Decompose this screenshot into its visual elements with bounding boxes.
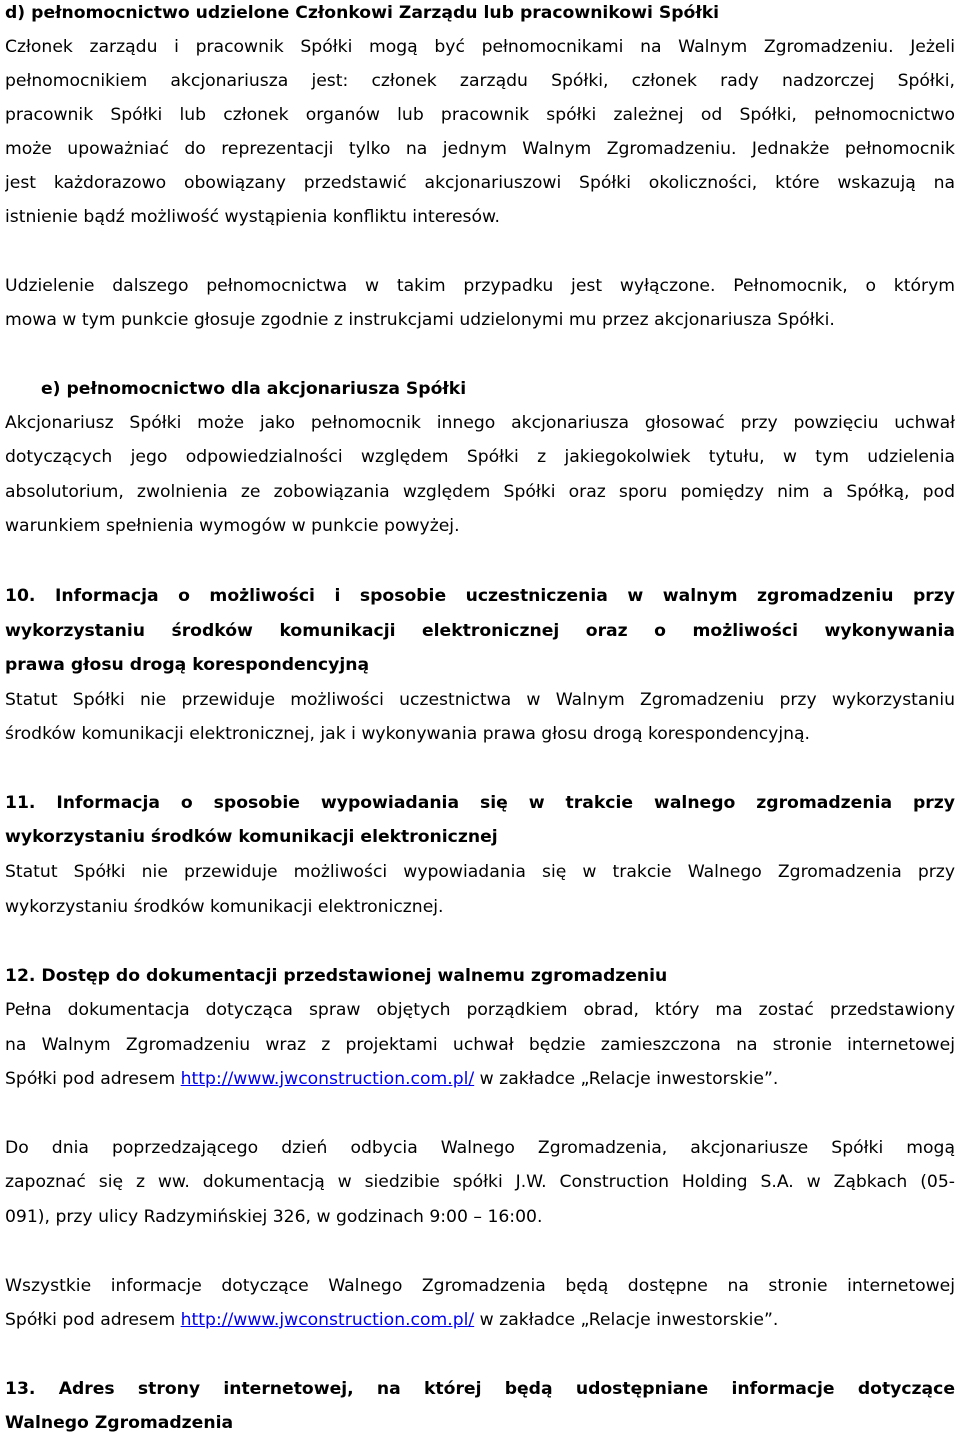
section-d-text-line: jest każdorazowo obowiązany przedstawić akcjonariuszowi Spółki okoliczności, które wskazują na: [5, 173, 955, 193]
section-10-text-line: Statut Spółki nie przewiduje możliwości uczestnictwa w Walnym Zgromadzeniu przy wykorzystaniu: [5, 690, 955, 710]
section-10-heading: wykorzystaniu środków komunikacji elektronicznej oraz o możliwości wykonywania: [5, 621, 955, 641]
section-e-text-line: Akcjonariusz Spółki może jako pełnomocnik innego akcjonariusza głosować przy powzięciu uchwał: [5, 413, 955, 433]
section-12-text-line: zapoznać się z ww. dokumentacją w siedzibie spółki J.W. Construction Holding S.A. w Ząbkach (05-: [5, 1172, 955, 1192]
section-11-text-line: Statut Spółki nie przewiduje możliwości wypowiadania się w trakcie Walnego Zgromadzenia przy: [5, 862, 955, 882]
section-12-heading: 12. Dostęp do dokumentacji przedstawionej walnemu zgromadzeniu: [5, 966, 668, 986]
section-12-text-line: Do dnia poprzedzającego dzień odbycia Walnego Zgromadzenia, akcjonariusze Spółki mogą: [5, 1138, 955, 1158]
section-12-link-prefix: Spółki pod adresem: [5, 1069, 181, 1089]
section-e-text-line: warunkiem spełnienia wymogów w punkcie powyżej.: [5, 516, 460, 536]
section-d-heading: d) pełnomocnictwo udzielone Członkowi Zarządu lub pracownikowi Spółki: [5, 3, 720, 23]
section-12-link-line: [5, 1308, 955, 1332]
company-website-link[interactable]: http://www.jwconstruction.com.pl/: [180, 1069, 475, 1089]
section-e-text-line: absolutorium, zwolnienia ze zobowiązania względem Spółki oraz sporu pomiędzy nim a Spółką, pod: [5, 482, 955, 502]
section-10-heading: 10. Informacja o możliwości i sposobie uczestniczenia w walnym zgromadzeniu przy: [5, 586, 955, 606]
section-12-text-line: na Walnym Zgromadzeniu wraz z projektami uchwał będzie zamieszczona na stronie internetowej: [5, 1035, 955, 1055]
section-13-heading: 13. Adres strony internetowej, na której będą udostępniane informacje dotyczące: [5, 1379, 955, 1399]
section-12-text-line: 091), przy ulicy Radzymińskiej 326, w godzinach 9:00 – 16:00.: [5, 1207, 543, 1227]
section-12-link-suffix: w zakładce „Relacje inwestorskie”.: [474, 1310, 779, 1330]
section-12-text-line: Wszystkie informacje dotyczące Walnego Zgromadzenia będą dostępne na stronie internetowej: [5, 1276, 955, 1296]
section-10-heading: prawa głosu drogą korespondencyjną: [5, 655, 370, 675]
section-d-text-line: mowa w tym punkcie głosuje zgodnie z instrukcjami udzielonymi mu przez akcjonariusza Spółki.: [5, 310, 835, 330]
section-11-heading: 11. Informacja o sposobie wypowiadania się w trakcie walnego zgromadzenia przy: [5, 793, 955, 813]
section-10-text-line: środków komunikacji elektronicznej, jak i wykonywania prawa głosu drogą korespondencyjną.: [5, 724, 811, 744]
section-12-link-line: [5, 1067, 955, 1091]
section-12-link-prefix: Spółki pod adresem: [5, 1310, 181, 1330]
section-12-text-line: Pełna dokumentacja dotycząca spraw objętych porządkiem obrad, który ma zostać przedstawiony: [5, 1000, 955, 1020]
section-13-heading: Walnego Zgromadzenia: [5, 1413, 234, 1433]
section-e-text-line: dotyczących jego odpowiedzialności względem Spółki z jakiegokolwiek tytułu, w tym udzielenia: [5, 447, 955, 467]
section-12-link-suffix: w zakładce „Relacje inwestorskie”.: [474, 1069, 779, 1089]
section-d-text-line: Udzielenie dalszego pełnomocnictwa w takim przypadku jest wyłączone. Pełnomocnik, o którym: [5, 276, 955, 296]
section-e-heading: e) pełnomocnictwo dla akcjonariusza Spółki: [41, 379, 467, 399]
section-11-heading: wykorzystaniu środków komunikacji elektronicznej: [5, 827, 498, 847]
company-website-link[interactable]: http://www.jwconstruction.com.pl/: [180, 1310, 475, 1330]
section-d-text-line: istnienie bądź możliwość wystąpienia konfliktu interesów.: [5, 207, 500, 227]
section-d-text-line: Członek zarządu i pracownik Spółki mogą być pełnomocnikami na Walnym Zgromadzeniu. Jeżeli: [5, 37, 955, 57]
section-d-text-line: może upoważniać do reprezentacji tylko na jednym Walnym Zgromadzeniu. Jednakże pełnomocnik: [5, 139, 955, 159]
section-d-text-line: pracownik Spółki lub członek organów lub pracownik spółki zależnej od Spółki, pełnomocnictwo: [5, 105, 955, 125]
section-d-text-line: pełnomocnikiem akcjonariusza jest: członek zarządu Spółki, członek rady nadzorczej Spółki,: [5, 71, 955, 91]
section-11-text-line: wykorzystaniu środków komunikacji elektronicznej.: [5, 897, 444, 917]
